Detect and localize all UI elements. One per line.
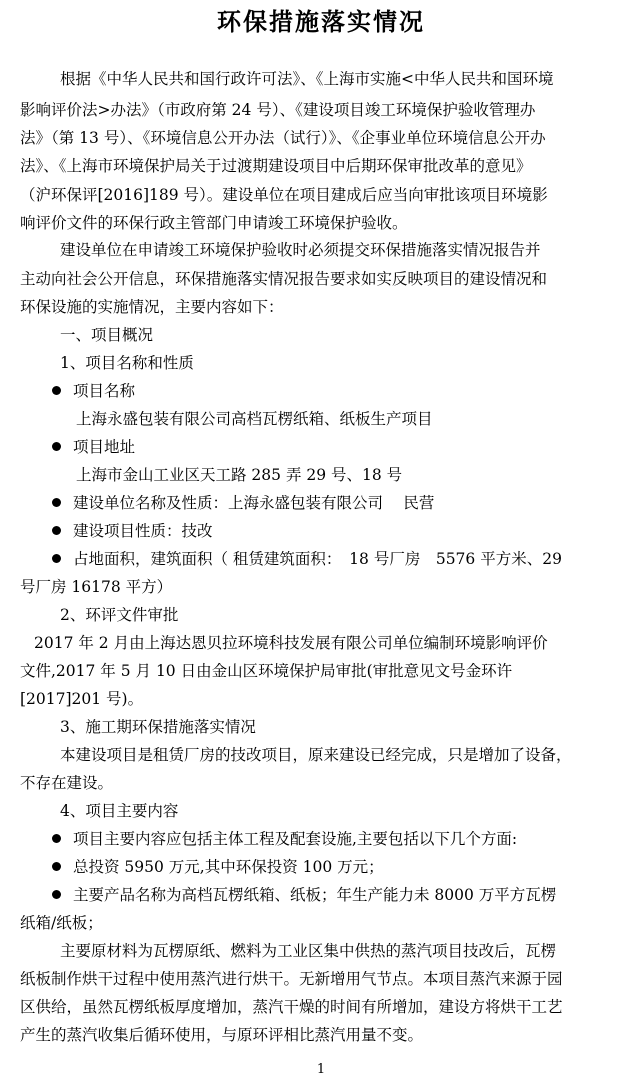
bullet-icon — [52, 386, 61, 395]
bullet-item — [52, 380, 135, 402]
bullet-text: 总投资 5950 万元,其中环保投资 100 万元； — [73, 858, 384, 876]
paragraph-line: 2017 年 2 月由上海达恩贝拉环境科技发展有限公司单位编制环境影响评价 — [34, 634, 548, 652]
bullet-text: 建设项目性质：技改 — [73, 522, 213, 540]
bullet-item — [52, 436, 135, 458]
bullet-item — [52, 828, 517, 850]
page-number: 1 — [316, 1062, 326, 1077]
bullet-icon — [52, 890, 61, 899]
bullet-text: 建设单位名称及性质：上海永盛包装有限公司 民营 — [73, 494, 435, 512]
paragraph-line: 产生的蒸汽收集后循环使用，与原环评相比蒸汽用量不变。 — [20, 1026, 424, 1044]
paragraph-line: 根据《中华人民共和国行政许可法》、《上海市实施<中华人民共和国环境 — [60, 70, 554, 88]
paragraph-line: [2017]201 号)。 — [20, 690, 144, 708]
bullet-text: 项目主要内容应包括主体工程及配套设施,主要包括以下几个方面: — [73, 830, 518, 848]
page-title: 环保措施落实情况 — [217, 7, 425, 36]
bullet-item — [52, 520, 213, 542]
bullet-item — [52, 856, 384, 878]
paragraph-line: 环保设施的实施情况，主要内容如下： — [20, 298, 284, 316]
paragraph-line: 建设单位在申请竣工环境保护验收时必须提交环保措施落实情况报告并 — [60, 241, 541, 259]
paragraph-line: 号厂房 16178 平方） — [20, 578, 173, 596]
bullet-icon — [52, 498, 61, 507]
subsection-heading: 1、项目名称和性质 — [60, 354, 194, 372]
paragraph-line: 上海市金山工业区天工路 285 弄 29 号、18 号 — [76, 466, 403, 484]
bullet-item — [52, 884, 556, 906]
bullet-text: 项目名称 — [73, 382, 136, 400]
paragraph-line: 主要原材料为瓦楞原纸、燃料为工业区集中供热的蒸汽项目技改后，瓦楞 — [60, 942, 557, 960]
paragraph-line: （沪环保评[2016]189 号）。建设单位在项目建成后应当向审批该项目环境影 — [20, 186, 548, 204]
paragraph-line: 主动向社会公开信息，环保措施落实情况报告要求如实反映项目的建设情况和 — [20, 270, 548, 288]
paragraph-line: 文件,2017 年 5 月 10 日由金山区环境保护局审批(审批意见文号金环许 — [20, 662, 513, 680]
paragraph-line: 本建设项目是租赁厂房的技改项目，原来建设已经完成，只是增加了设备， — [60, 746, 572, 764]
section-heading: 一、项目概况 — [60, 326, 154, 344]
paragraph-line: 区供给，虽然瓦楞纸板厚度增加，蒸汽干燥的时间有所增加，建设方将烘干工艺 — [20, 998, 563, 1016]
paragraph-line: 法》（第 13 号）、《环境信息公开办法（试行）》、《企事业单位环境信息公开办 — [20, 129, 546, 147]
bullet-icon — [52, 834, 61, 843]
bullet-text: 占地面积，建筑面积（ 租赁建筑面积： 18 号厂房 5576 平方米、29 — [73, 550, 562, 568]
bullet-icon — [52, 862, 61, 871]
bullet-text: 项目地址 — [73, 438, 136, 456]
subsection-heading: 4、项目主要内容 — [60, 802, 179, 820]
bullet-icon — [52, 526, 61, 535]
bullet-icon — [52, 442, 61, 451]
subsection-heading: 3、施工期环保措施落实情况 — [60, 718, 256, 736]
bullet-item — [52, 548, 562, 570]
paragraph-line: 纸板制作烘干过程中使用蒸汽进行烘干。无新增用气节点。本项目蒸汽来源于园 — [20, 970, 563, 988]
paragraph-line: 法》、《上海市环境保护局关于过渡期建设项目中后期环保审批改革的意见》 — [20, 157, 532, 175]
paragraph-line: 上海永盛包装有限公司高档瓦楞纸箱、纸板生产项目 — [76, 410, 433, 428]
bullet-text: 主要产品名称为高档瓦楞纸箱、纸板；年生产能力未 8000 万平方瓦楞 — [73, 886, 557, 904]
paragraph-line: 不存在建设。 — [20, 774, 114, 792]
bullet-icon — [52, 554, 61, 563]
bullet-item — [52, 492, 434, 514]
subsection-heading: 2、环评文件审批 — [60, 606, 179, 624]
paragraph-line: 响评价文件的环保行政主管部门申请竣工环境保护验收。 — [20, 214, 408, 232]
paragraph-line: 影响评价法>办法》（市政府第 24 号）、《建设项目竣工环境保护验收管理办 — [20, 101, 536, 119]
paragraph-line: 纸箱/纸板； — [20, 914, 103, 932]
